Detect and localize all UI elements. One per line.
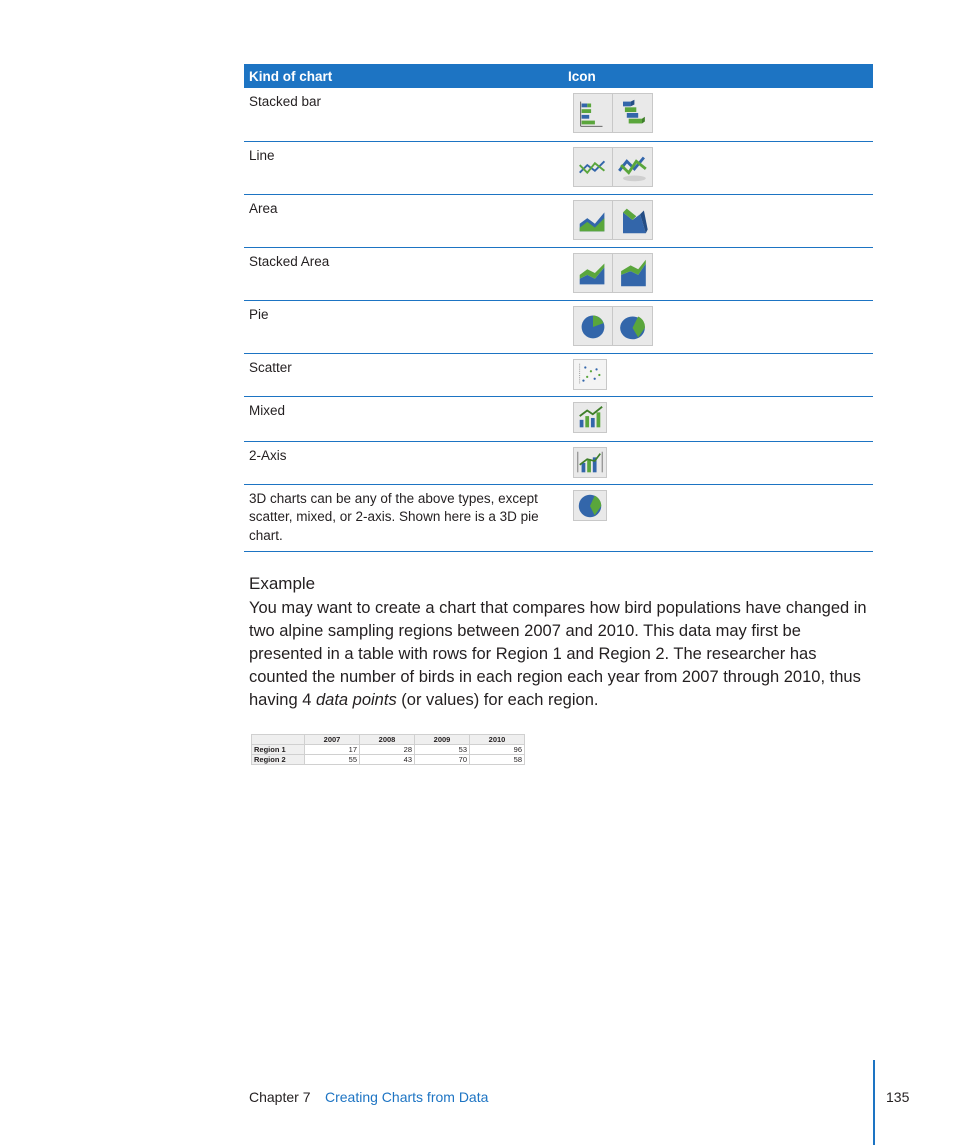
table-row — [244, 396, 873, 441]
data-cell: 28 — [360, 745, 415, 755]
pie-3d-icon — [573, 490, 607, 521]
stacked-area-2d-icon — [573, 253, 613, 293]
chart-kinds-table — [244, 64, 873, 552]
table-row — [244, 247, 873, 300]
kind-label: Scatter — [244, 353, 563, 396]
table-row — [244, 194, 873, 247]
kind-label: 3D charts can be any of the above types, except scatter, mixed, or 2-axis. Shown here is a 3D pie chart. — [244, 484, 563, 551]
data-cell: 43 — [360, 755, 415, 765]
data-cell: 53 — [415, 745, 470, 755]
column-header: 2007 — [305, 735, 360, 745]
table-row — [244, 441, 873, 484]
kind-label: Area — [244, 194, 563, 247]
table-row — [244, 300, 873, 353]
example-text-end: (or values) for each region. — [396, 691, 599, 709]
table-header-row — [244, 64, 873, 88]
table-row — [244, 88, 873, 141]
two-axis-icon — [573, 447, 607, 478]
pie-3d-icon — [613, 306, 653, 346]
line-3d-icon — [613, 147, 653, 187]
data-table-header — [252, 735, 525, 745]
example-heading: Example — [249, 574, 316, 593]
header-kind-of-chart: Kind of chart — [244, 64, 563, 88]
stacked-bar-3d-icon — [613, 93, 653, 133]
example-paragraph — [249, 597, 874, 712]
stacked-bar-2d-icon — [573, 93, 613, 133]
footer-divider — [873, 1060, 875, 1145]
column-header: 2009 — [415, 735, 470, 745]
corner-cell — [252, 735, 305, 745]
footer-chapter-title[interactable]: Creating Charts from Data — [325, 1089, 489, 1105]
page-number: 135 — [886, 1089, 910, 1105]
data-cell: 17 — [305, 745, 360, 755]
example-emphasis: data points — [315, 691, 397, 709]
column-header: 2008 — [360, 735, 415, 745]
area-3d-icon — [613, 200, 653, 240]
mixed-icon — [573, 402, 607, 433]
data-table-row — [252, 755, 525, 765]
kind-label: Stacked Area — [244, 247, 563, 300]
scatter-icon — [573, 359, 607, 390]
table-row — [244, 353, 873, 396]
kind-label: Stacked bar — [244, 88, 563, 141]
footer-chapter: Chapter 7 — [249, 1089, 311, 1105]
table-row — [244, 141, 873, 194]
kind-label: 2-Axis — [244, 441, 563, 484]
line-2d-icon — [573, 147, 613, 187]
row-header: Region 1 — [252, 745, 305, 755]
data-cell: 55 — [305, 755, 360, 765]
kind-label: Pie — [244, 300, 563, 353]
bird-data-table — [251, 734, 525, 765]
header-icon: Icon — [563, 64, 873, 88]
data-cell: 70 — [415, 755, 470, 765]
stacked-area-3d-icon — [613, 253, 653, 293]
example-text: You may want to create a chart that compares how bird populations have changed in two alpine sampling regions between 2007 and 2010. This data may first be presented in a table with rows for Region 1 and Region 2. The researcher has counted the number of birds in each region each year from 2007 through 2010, thus having 4 — [249, 599, 867, 709]
kind-label: Mixed — [244, 396, 563, 441]
pie-2d-icon — [573, 306, 613, 346]
data-cell: 58 — [470, 755, 525, 765]
data-cell: 96 — [470, 745, 525, 755]
column-header: 2010 — [470, 735, 525, 745]
table-row — [244, 484, 873, 551]
kind-label: Line — [244, 141, 563, 194]
row-header: Region 2 — [252, 755, 305, 765]
area-2d-icon — [573, 200, 613, 240]
data-table-row — [252, 745, 525, 755]
